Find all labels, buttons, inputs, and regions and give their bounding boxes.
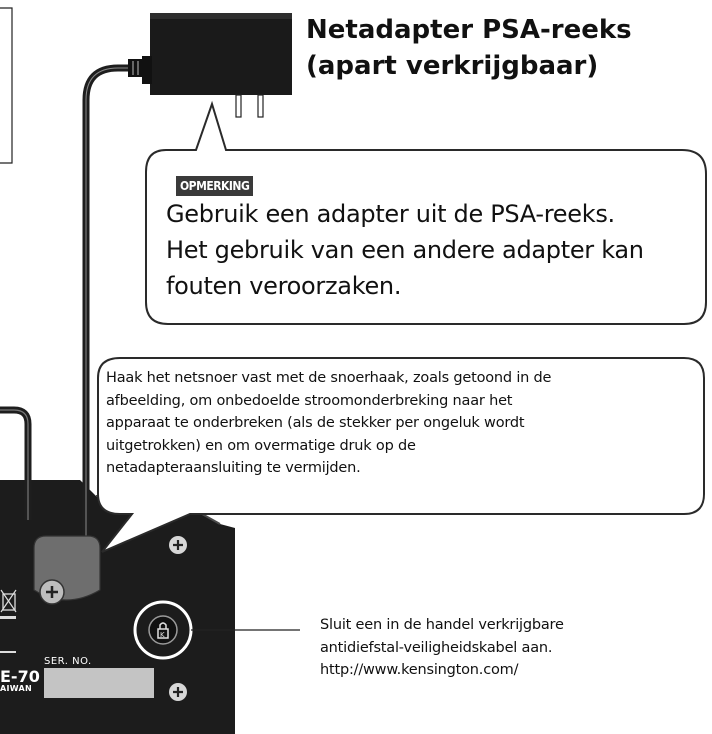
lock-line: antidiefstal-veiligheidskabel aan. (320, 639, 553, 656)
adapter-prong (236, 95, 241, 117)
security-slot (149, 616, 177, 644)
info-line: apparaat te onderbreken (als de stekker per ongeluk wordt (106, 415, 525, 431)
info-line: afbeelding, om onbedoelde stroomonderbreking naar het (106, 392, 513, 409)
cable-strain-relief (128, 59, 142, 77)
kensington-url[interactable]: http://www.kensington.com/ (320, 662, 519, 678)
note-tag: OPMERKING (176, 176, 253, 196)
origin-label: AIWAN (0, 684, 33, 693)
serial-number-box (44, 668, 154, 698)
adapter-title (306, 12, 706, 84)
adapter-prong (258, 95, 263, 117)
note-line: Gebruik een adapter uit de PSA-reeks. (166, 200, 615, 228)
info-line: Haak het netsnoer vast met de snoerhaak, zoals getoond in de (106, 370, 552, 386)
security-slot-description (320, 614, 700, 682)
cord-hook-instructions (106, 367, 666, 480)
adapter-body (150, 13, 292, 95)
title-line-2: (apart verkrijgbaar) (306, 51, 599, 81)
note-line: fouten veroorzaken. (166, 272, 402, 300)
svg-text:K: K (160, 631, 165, 639)
note-text (166, 196, 706, 304)
title-line-1: Netadapter PSA-reeks (306, 15, 632, 45)
info-line: uitgetrokken) en om overmatige druk op de (106, 437, 416, 454)
note-line: Het gebruik van een andere adapter kan (166, 236, 644, 264)
model-label: E-70 (0, 667, 40, 686)
serial-number-label: SER. NO. (44, 656, 92, 667)
info-line: netadapteraansluiting te vermijden. (106, 460, 361, 476)
left-frame-edge (0, 8, 12, 163)
lock-line: Sluit een in de handel verkrijgbare (320, 617, 564, 633)
